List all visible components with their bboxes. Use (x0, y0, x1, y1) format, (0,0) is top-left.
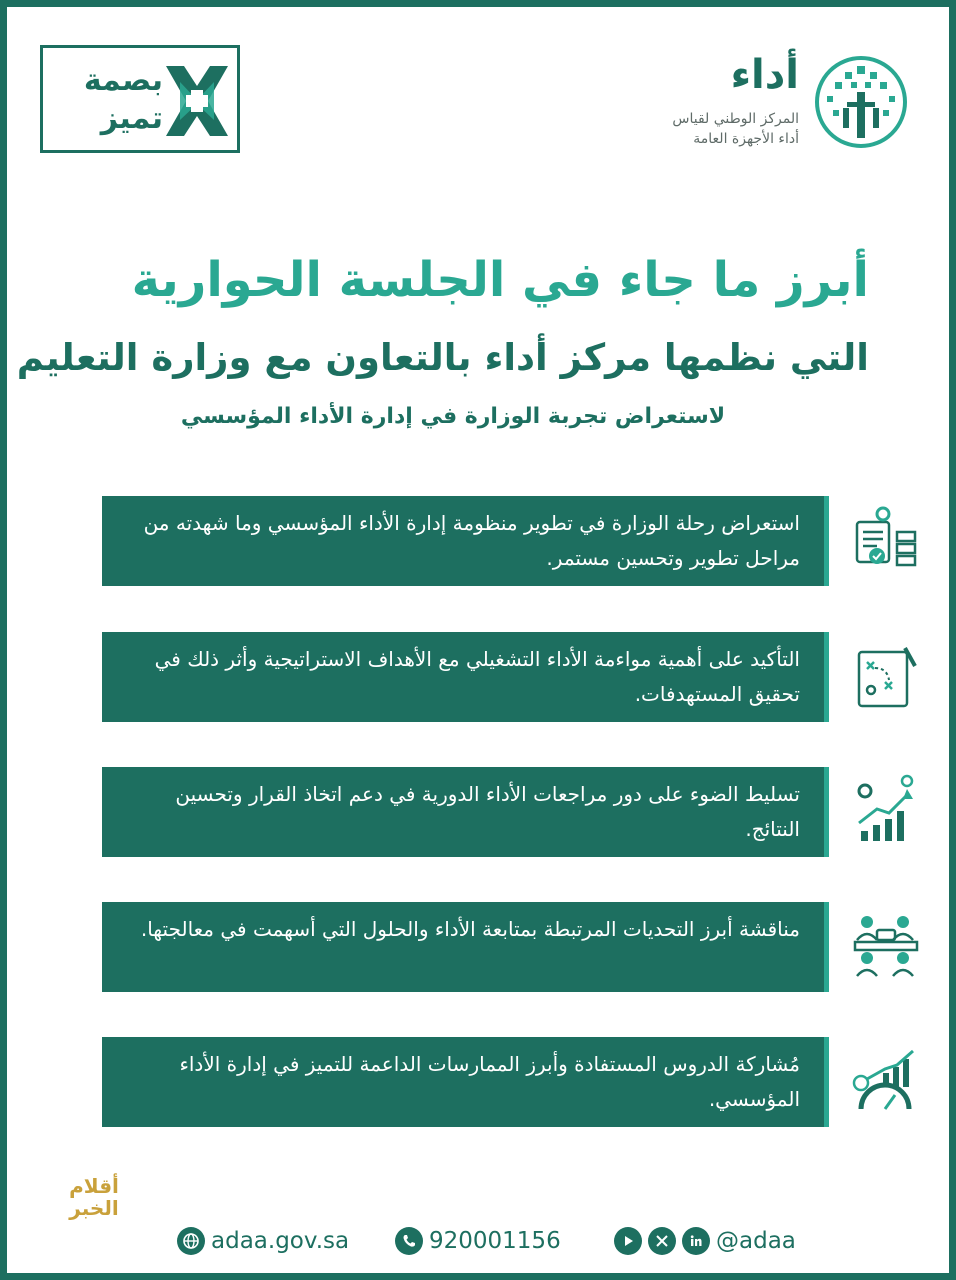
badge-text (53, 62, 163, 138)
highlight-item (102, 496, 829, 586)
strategy-board-icon (847, 638, 925, 716)
social-handle-text: @adaa (716, 1228, 796, 1254)
highlight-text: التأكيد على أهمية مواءمة الأداء التشغيلي مع الأهداف الاستراتيجية وأثر ذلك في تحقيق المستهدفات. (154, 647, 800, 706)
badge-x-mark-icon (158, 60, 236, 142)
website-link[interactable] (177, 1223, 349, 1259)
globe-icon (177, 1227, 205, 1255)
brand-block (609, 47, 909, 157)
brand-sub-line2: أداء الأجهزة العامة (693, 131, 799, 147)
main-title: أبرز ما جاء في الجلسة الحوارية (131, 252, 869, 308)
highlight-text: مُشاركة الدروس المستفادة وأبرز الممارسات الداعمة للتميز في إدارة الأداء المؤسسي. (179, 1052, 800, 1111)
sub-title: التي نظمها مركز أداء بالتعاون مع وزارة التعليم (16, 336, 869, 379)
brand-sub-line1: المركز الوطني لقياس (672, 111, 799, 127)
badge-line1: بصمة (83, 63, 163, 98)
x-twitter-icon[interactable] (648, 1227, 676, 1255)
brand-subtitle (609, 109, 799, 149)
title-note: لاستعراض تجربة الوزارة في إدارة الأداء المؤسسي (180, 404, 726, 429)
watermark-line2: الخبر (69, 1196, 119, 1220)
phone-text: 920001156 (429, 1228, 561, 1254)
highlight-item (102, 632, 829, 722)
highlight-box (102, 632, 824, 722)
social-links (614, 1223, 796, 1259)
brand-name: أداء (730, 52, 799, 98)
document-gear-icon (847, 502, 925, 580)
watermark-line1: أقلام (69, 1174, 119, 1198)
meeting-icon (847, 908, 925, 986)
highlight-text: تسليط الضوء على دور مراجعات الأداء الدورية في دعم اتخاذ القرار وتحسين النتائج. (175, 782, 800, 841)
badge-line2: تميز (100, 101, 163, 136)
adaa-logo-icon (813, 52, 909, 152)
highlight-item (102, 902, 829, 992)
excellence-badge (40, 45, 240, 153)
highlight-box (102, 902, 824, 992)
youtube-icon[interactable] (614, 1227, 642, 1255)
highlight-box (102, 767, 824, 857)
highlight-item (102, 1037, 829, 1127)
growth-chart-icon (847, 773, 925, 851)
highlight-box (102, 1037, 824, 1127)
highlight-text: مناقشة أبرز التحديات المرتبطة بمتابعة الأداء والحلول التي أسهمت في معالجتها. (140, 917, 800, 941)
phone-icon (395, 1227, 423, 1255)
highlight-item (102, 767, 829, 857)
website-text: adaa.gov.sa (211, 1228, 350, 1254)
gauge-chart-icon (847, 1043, 925, 1121)
highlight-text: استعراض رحلة الوزارة في تطوير منظومة إدارة الأداء المؤسسي وما شهدته من مراحل تطوير وتحسين مستمر. (143, 511, 800, 570)
phone-link[interactable] (395, 1223, 561, 1259)
highlight-box (102, 496, 824, 586)
watermark-logo (59, 1175, 129, 1225)
linkedin-icon[interactable] (682, 1227, 710, 1255)
